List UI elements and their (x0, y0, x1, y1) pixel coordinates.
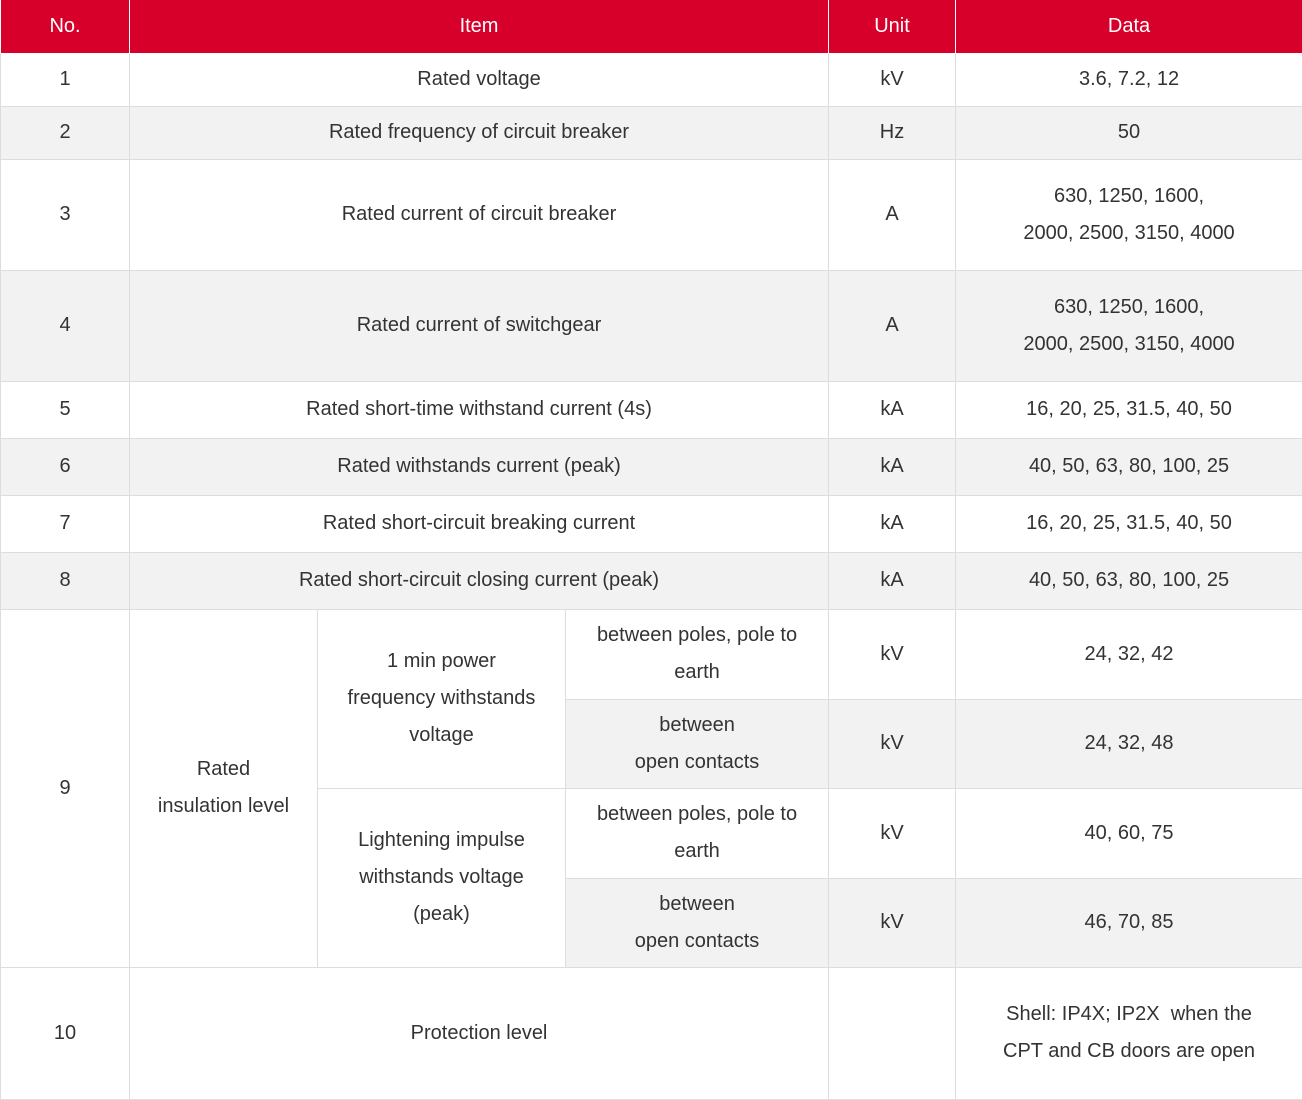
row-data: 46, 70, 85 (956, 878, 1302, 967)
table-row (1, 159, 1302, 270)
row-item: Rated frequency of circuit breaker (130, 106, 829, 159)
header-unit: Unit (829, 0, 956, 53)
condition-line: open contacts (635, 751, 760, 773)
table-row (1, 609, 1302, 699)
row-item: Protection level (130, 967, 829, 1099)
row-data: 40, 60, 75 (956, 788, 1302, 878)
condition-cell (566, 878, 829, 967)
label-line: withstands voltage (359, 866, 524, 888)
header-item: Item (130, 0, 829, 53)
table-row (1, 381, 1302, 438)
data-line: 630, 1250, 1600, (1054, 296, 1204, 318)
condition-line: earth (674, 840, 720, 862)
data-line: 2000, 2500, 3150, 4000 (1023, 222, 1234, 244)
condition-cell (566, 609, 829, 699)
label-line: 1 min power (387, 650, 496, 672)
row-data (956, 270, 1302, 381)
row-unit: kV (829, 609, 956, 699)
table-row (1, 495, 1302, 552)
row-no: 6 (1, 438, 130, 495)
row-unit: kV (829, 53, 956, 106)
table-row (1, 967, 1302, 1099)
condition-cell (566, 788, 829, 878)
row-unit: kA (829, 438, 956, 495)
row-no: 10 (1, 967, 130, 1099)
table-row (1, 270, 1302, 381)
row-unit: kA (829, 381, 956, 438)
table-row (1, 106, 1302, 159)
condition-line: between (659, 714, 735, 736)
row-data: 50 (956, 106, 1302, 159)
table-row (1, 552, 1302, 609)
row-no: 2 (1, 106, 130, 159)
row-no: 1 (1, 53, 130, 106)
row-data: 24, 32, 42 (956, 609, 1302, 699)
row-no: 9 (1, 609, 130, 967)
row-item: Rated short-circuit breaking current (130, 495, 829, 552)
insulation-group-label (130, 609, 318, 967)
label-line: (peak) (413, 903, 470, 925)
row-unit: kA (829, 495, 956, 552)
row-data: 40, 50, 63, 80, 100, 25 (956, 438, 1302, 495)
row-unit: kV (829, 878, 956, 967)
row-unit: kV (829, 788, 956, 878)
label-line: voltage (409, 724, 474, 746)
data-line: 2000, 2500, 3150, 4000 (1023, 333, 1234, 355)
row-item: Rated current of switchgear (130, 270, 829, 381)
row-unit: kV (829, 699, 956, 788)
condition-line: between poles, pole to (597, 624, 797, 646)
row-data: 3.6, 7.2, 12 (956, 53, 1302, 106)
table-row (1, 53, 1302, 106)
data-line: 630, 1250, 1600, (1054, 185, 1204, 207)
condition-line: open contacts (635, 930, 760, 952)
row-unit: A (829, 159, 956, 270)
table-row (1, 438, 1302, 495)
label-line: frequency withstands (348, 687, 536, 709)
row-no: 5 (1, 381, 130, 438)
condition-line: between (659, 893, 735, 915)
data-line: Shell: IP4X; IP2X when the (1006, 1003, 1252, 1025)
row-item: Rated short-circuit closing current (peak) (130, 552, 829, 609)
label-line: Lightening impulse (358, 829, 525, 851)
condition-cell (566, 699, 829, 788)
impulse-label (318, 788, 566, 967)
row-data (956, 159, 1302, 270)
row-data: 16, 20, 25, 31.5, 40, 50 (956, 381, 1302, 438)
row-unit: A (829, 270, 956, 381)
row-no: 7 (1, 495, 130, 552)
row-no: 8 (1, 552, 130, 609)
row-item: Rated short-time withstand current (4s) (130, 381, 829, 438)
row-item: Rated withstands current (peak) (130, 438, 829, 495)
header-data: Data (956, 0, 1302, 53)
header-row (1, 0, 1302, 53)
header-no: No. (1, 0, 130, 53)
row-data: 16, 20, 25, 31.5, 40, 50 (956, 495, 1302, 552)
condition-line: between poles, pole to (597, 803, 797, 825)
row-item: Rated current of circuit breaker (130, 159, 829, 270)
data-line: CPT and CB doors are open (1003, 1040, 1255, 1062)
row-no: 3 (1, 159, 130, 270)
group-line: Rated (197, 758, 250, 780)
row-unit: kA (829, 552, 956, 609)
row-data: 40, 50, 63, 80, 100, 25 (956, 552, 1302, 609)
condition-line: earth (674, 661, 720, 683)
row-unit: Hz (829, 106, 956, 159)
row-data (956, 967, 1302, 1099)
power-frequency-label (318, 609, 566, 788)
row-data: 24, 32, 48 (956, 699, 1302, 788)
row-no: 4 (1, 270, 130, 381)
row-unit (829, 967, 956, 1099)
group-line: insulation level (158, 795, 289, 817)
row-item: Rated voltage (130, 53, 829, 106)
